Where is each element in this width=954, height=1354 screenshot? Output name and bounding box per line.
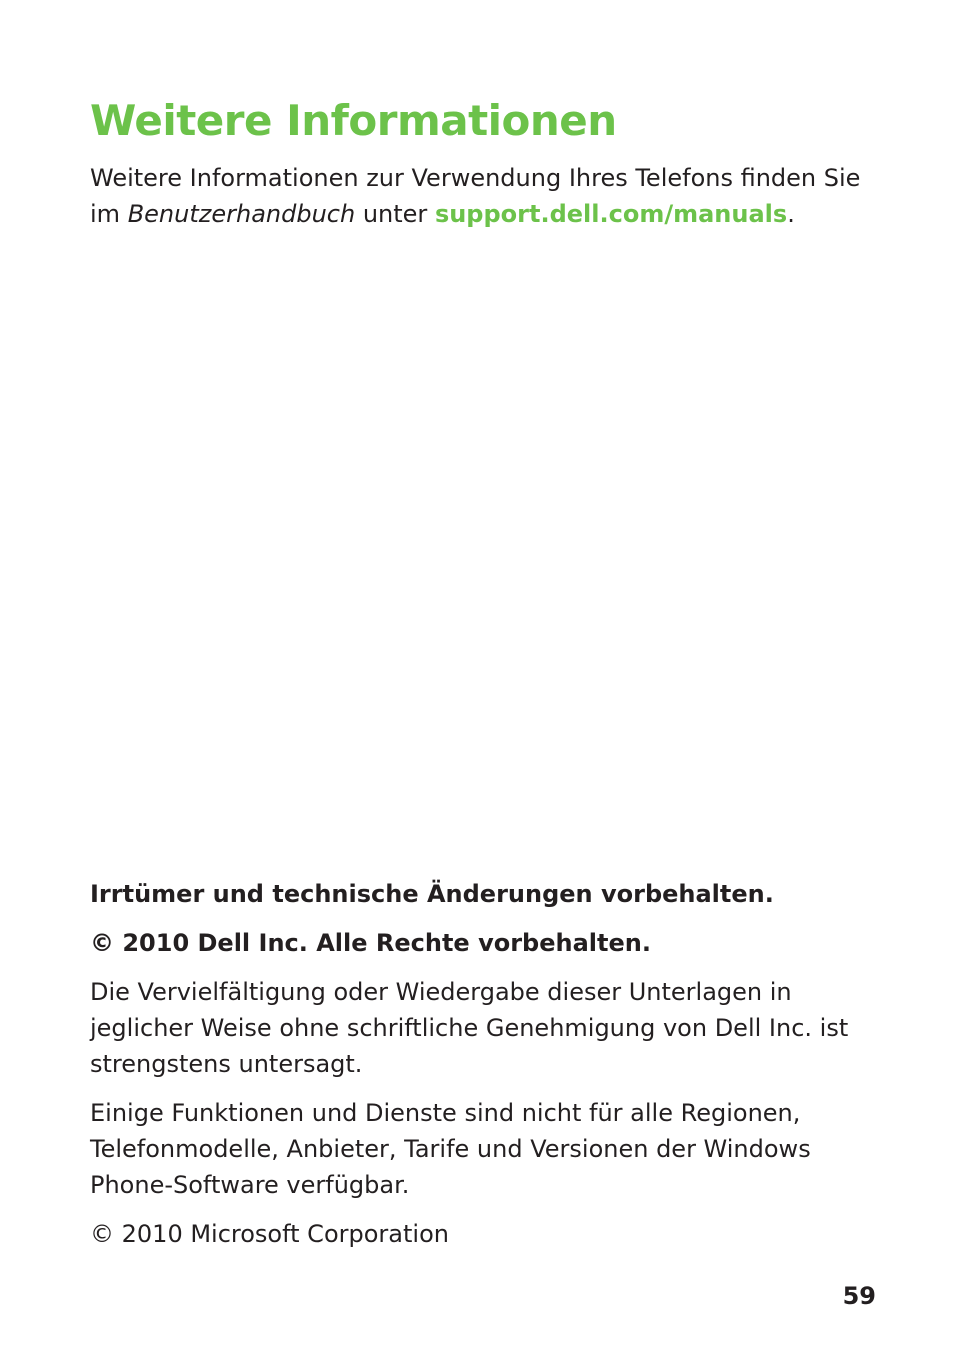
intro-text-start: Weitere Informationen zur Verwendung Ihres Telefons finden Sie im xyxy=(90,164,861,228)
page-number: 59 xyxy=(842,1282,876,1310)
intro-paragraph xyxy=(90,160,870,232)
dell-copyright: © 2010 Dell Inc. Alle Rechte vorbehalten. xyxy=(90,929,651,957)
reproduction-notice: Die Vervielfältigung oder Wiedergabe dieser Unterlagen in jeglicher Weise ohne schriftliche Genehmigung von Dell Inc. ist strengstens untersagt. xyxy=(90,978,849,1078)
availability-notice: Einige Funktionen und Dienste sind nicht für alle Regionen, Telefonmodelle, Anbieter, Tarife und Versionen der Windows Phone-Software verfügbar. xyxy=(90,1099,811,1199)
intro-text-middle: unter xyxy=(355,200,435,228)
intro-text-end: . xyxy=(787,200,795,228)
legal-notices xyxy=(90,876,870,1252)
manual-name: Benutzerhandbuch xyxy=(127,200,356,228)
support-manuals-link[interactable]: support.dell.com/manuals xyxy=(434,200,788,228)
errors-notice: Irrtümer und technische Änderungen vorbehalten. xyxy=(90,880,774,908)
microsoft-copyright: © 2010 Microsoft Corporation xyxy=(90,1220,449,1248)
page-title: Weitere Informationen xyxy=(90,96,617,145)
